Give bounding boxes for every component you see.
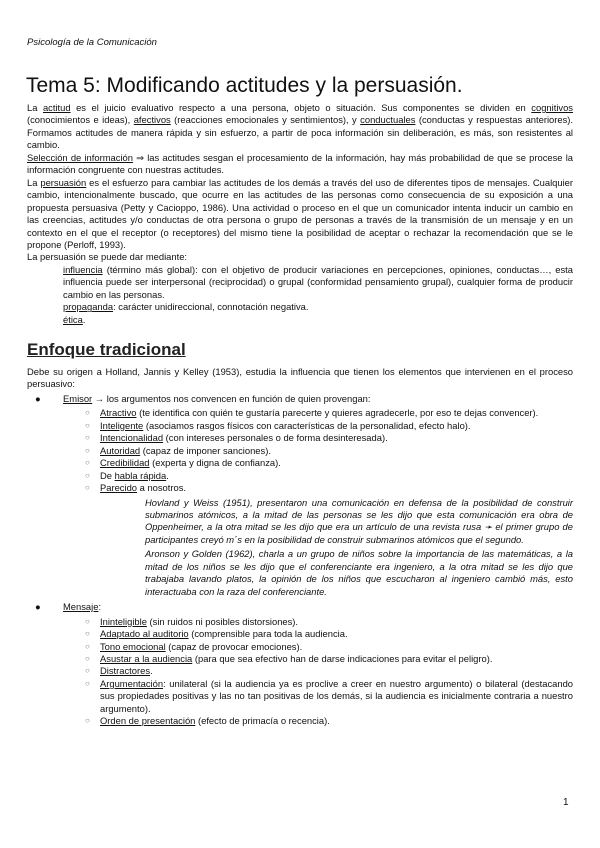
sub-list-item [27, 678, 573, 715]
sub-list-item [27, 420, 573, 432]
text-run: (para que sea efectivo han de darse indicaciones para evitar el peligro). [192, 652, 493, 664]
underlined-term: Adaptado al auditorio [100, 628, 189, 640]
sub-list-item [27, 665, 573, 677]
item-influencia [27, 264, 573, 301]
sub-list-item [27, 432, 573, 444]
text-run: (experta y digna de confianza). [149, 457, 281, 469]
text-run: . [150, 665, 153, 677]
text-run: . [82, 313, 86, 325]
underlined-term: ética [63, 313, 83, 325]
underlined-term: Argumentación [100, 677, 164, 689]
text-run: (efecto de primacía o recencia). [195, 715, 330, 727]
text-run: es el esfuerzo para cambiar las actitudes de los demás a través del uso de diferentes tipos de mensajes. Cualquier cambio, intencionalmente buscado, que ocurre en las actitudes de las personas como consecuencia de su exposición a una propuesta persuasiva (Petty y Cacioppo, 1986). Una actividad o proceso en el que un comunicador intenta inducir un cambio en las creencias, actitudes y/o conductas de otra persona o grupo de personas a través de la transmisión de un mensaje y en un contexto en el que el receptor (o receptores) del mismo tiene la posibilidad de aceptar o rechazar la recomendación que se le propone (Perloff, 1993). [27, 176, 573, 250]
underlined-term: Tono emocional [100, 640, 166, 652]
sub-list-item [27, 445, 573, 457]
circle-bullet-icon: ○ [85, 641, 90, 651]
mensaje-label [63, 601, 101, 612]
text-run: (comprensible para toda la audiencia. [188, 628, 348, 640]
text-run: La [27, 102, 43, 113]
intro-block [27, 102, 573, 326]
circle-bullet-icon: ○ [85, 678, 90, 688]
text-run: (conocimientos e ideas), [27, 114, 134, 126]
circle-bullet-icon: ○ [85, 666, 90, 676]
paragraph-actitud [27, 102, 573, 152]
paragraph-mediante [27, 251, 573, 263]
underlined-term: Autoridad [100, 444, 141, 456]
quote-hovland: Hovland y Weiss (1951), presentaron una comunicación en defensa de la posibilidad de construir submarinos atómicos, a la mitad de las personas se les dijo que esta comunicación era obra de Oppenheimer, a la otra mitad se les dijo que era un artículo de una revista rusa ➛ el primer grupo de participantes creyó m´s en la posibilidad de construir submarinos atómicos que el segundo. [145, 496, 573, 545]
text-run: (capaz de imponer sanciones). [140, 444, 271, 456]
text-run: . [166, 469, 169, 481]
underlined-term: Distractores [100, 665, 151, 677]
text-run: (término más global): con el objetivo de producir variaciones en percepciones, opiniones, conductas…, esta influencia puede ser interpersonal (reciprocidad) o grupal (conformidad pensamiento grupal), cualquier forma de producir cambio en las personas. [63, 263, 573, 300]
underlined-term: conductuales [360, 114, 416, 126]
text-run: : [98, 601, 102, 613]
underlined-term: influencia [63, 263, 103, 275]
text-run: (asociamos rasgos físicos con características de la personalidad, efecto halo). [143, 419, 471, 431]
text-run: es el juicio evaluativo respecto a una persona, objeto o situación. Sus componentes se dividen en [70, 102, 532, 113]
text-run: (conductas y respuestas anteriores). Formamos actitudes de manera rápida y sin esfuerzo, a partir de poca información sin deliberación, es más, son resistentes al cambio. [27, 114, 573, 151]
circle-bullet-icon: ○ [85, 445, 90, 455]
underlined-term: actitud [42, 102, 71, 113]
list-item-emisor [27, 393, 573, 405]
text-run: De [100, 469, 115, 481]
emisor-label [63, 393, 370, 404]
underlined-term: Inteligente [100, 419, 144, 431]
text-run: La persuasión se puede dar mediante: [27, 251, 188, 263]
circle-bullet-icon: ○ [85, 483, 90, 493]
underlined-term: Intencionalidad [100, 432, 164, 444]
sub-list-item [27, 628, 573, 640]
sub-list-item [27, 482, 573, 494]
underlined-term: Ininteligible [100, 615, 147, 627]
sub-list-item [27, 715, 573, 727]
page-title: Tema 5: Modificando actitudes y la persuasión. [26, 74, 463, 97]
underlined-term: Asustar a la audiencia [100, 652, 193, 664]
underlined-term: Atractivo [100, 407, 137, 419]
text-run: a nosotros. [137, 482, 187, 494]
underlined-term: habla rápida [114, 469, 167, 481]
paragraph-persuasion [27, 177, 573, 252]
underlined-term: Parecido [100, 482, 138, 494]
circle-bullet-icon: ○ [85, 629, 90, 639]
underlined-term: Selección de información [27, 151, 133, 163]
underlined-term: propaganda [63, 301, 114, 313]
underlined-term: Orden de presentación [100, 715, 196, 727]
page-number: 1 [563, 797, 569, 808]
mensaje-sublist [27, 616, 573, 728]
text-run: ⇒ las actitudes sesgan el procesamiento de la información, hay más probabilidad de que se procese la información congruente con nuestras actitudes. [27, 151, 573, 176]
bullet-icon: ● [35, 392, 41, 404]
underlined-term: Mensaje [63, 601, 99, 613]
underlined-term: cognitivos [531, 102, 573, 113]
sub-list-item [27, 641, 573, 653]
item-propaganda [27, 301, 573, 313]
sub-list-item [27, 653, 573, 665]
text-run: (capaz de provocar emociones). [165, 640, 303, 652]
text-run: (te identifica con quién te gustaría parecerte y quieres agradecerle, por eso te dejas convencer). [136, 407, 539, 419]
underlined-term: Emisor [63, 392, 93, 404]
text-run: (sin ruidos ni posibles distorsiones). [146, 615, 299, 627]
circle-bullet-icon: ○ [85, 653, 90, 663]
bullet-list [27, 393, 573, 728]
text-run: (con intereses personales o de forma desinteresada). [163, 432, 388, 444]
text-run: (reacciones emocionales y sentimientos), y [170, 114, 361, 126]
circle-bullet-icon: ○ [85, 433, 90, 443]
text-run: → los argumentos nos convencen en función de quien provengan: [92, 392, 371, 404]
circle-bullet-icon: ○ [85, 616, 90, 626]
list-item-mensaje [27, 601, 573, 613]
sub-list-item [27, 457, 573, 469]
circle-bullet-icon: ○ [85, 716, 90, 726]
quote-aronson: Aronson y Golden (1962), charla a un grupo de niños sobre la importancia de las matemáticas, a la mitad de los niños se les dijo que el conferenciante era ingeniero, a la otra mitad se les dijo que trabajaba lavando platos, la opinión de los niños que escucharon al ingeniero cambió más, esto interactuaba con la raza del conferenciante. [145, 548, 573, 597]
circle-bullet-icon: ○ [85, 470, 90, 480]
section-intro: Debe su origen a Holland, Jannis y Kelley (1953), estudia la influencia que tienen los elementos que intervienen en el proceso persuasivo: [27, 366, 573, 390]
sub-list-item [27, 407, 573, 419]
circle-bullet-icon: ○ [85, 458, 90, 468]
section-heading: Enfoque tradicional [27, 340, 186, 359]
item-etica [27, 314, 573, 326]
emisor-sublist [27, 407, 573, 494]
sub-list-item [27, 470, 573, 482]
sub-list-item [27, 616, 573, 628]
text-run: : unilateral (si la audiencia ya es proclive a creer en nuestro argumento) o bilateral (destacando sus propiedades positivas y las no tan positivas de los demás, si la audiencia es inicialmente contraria a nuestro argumento). [100, 677, 573, 714]
underlined-term: Credibilidad [100, 457, 150, 469]
circle-bullet-icon: ○ [85, 420, 90, 430]
underlined-term: afectivos [133, 114, 171, 126]
circle-bullet-icon: ○ [85, 408, 90, 418]
running-header: Psicología de la Comunicación [27, 37, 157, 48]
paragraph-seleccion [27, 152, 573, 177]
bullet-icon: ● [35, 601, 41, 613]
underlined-term: persuasión [40, 176, 87, 188]
text-run: : carácter unidireccional, connotación negativa. [113, 301, 309, 313]
section-body [27, 366, 573, 728]
text-run: La [27, 176, 41, 188]
